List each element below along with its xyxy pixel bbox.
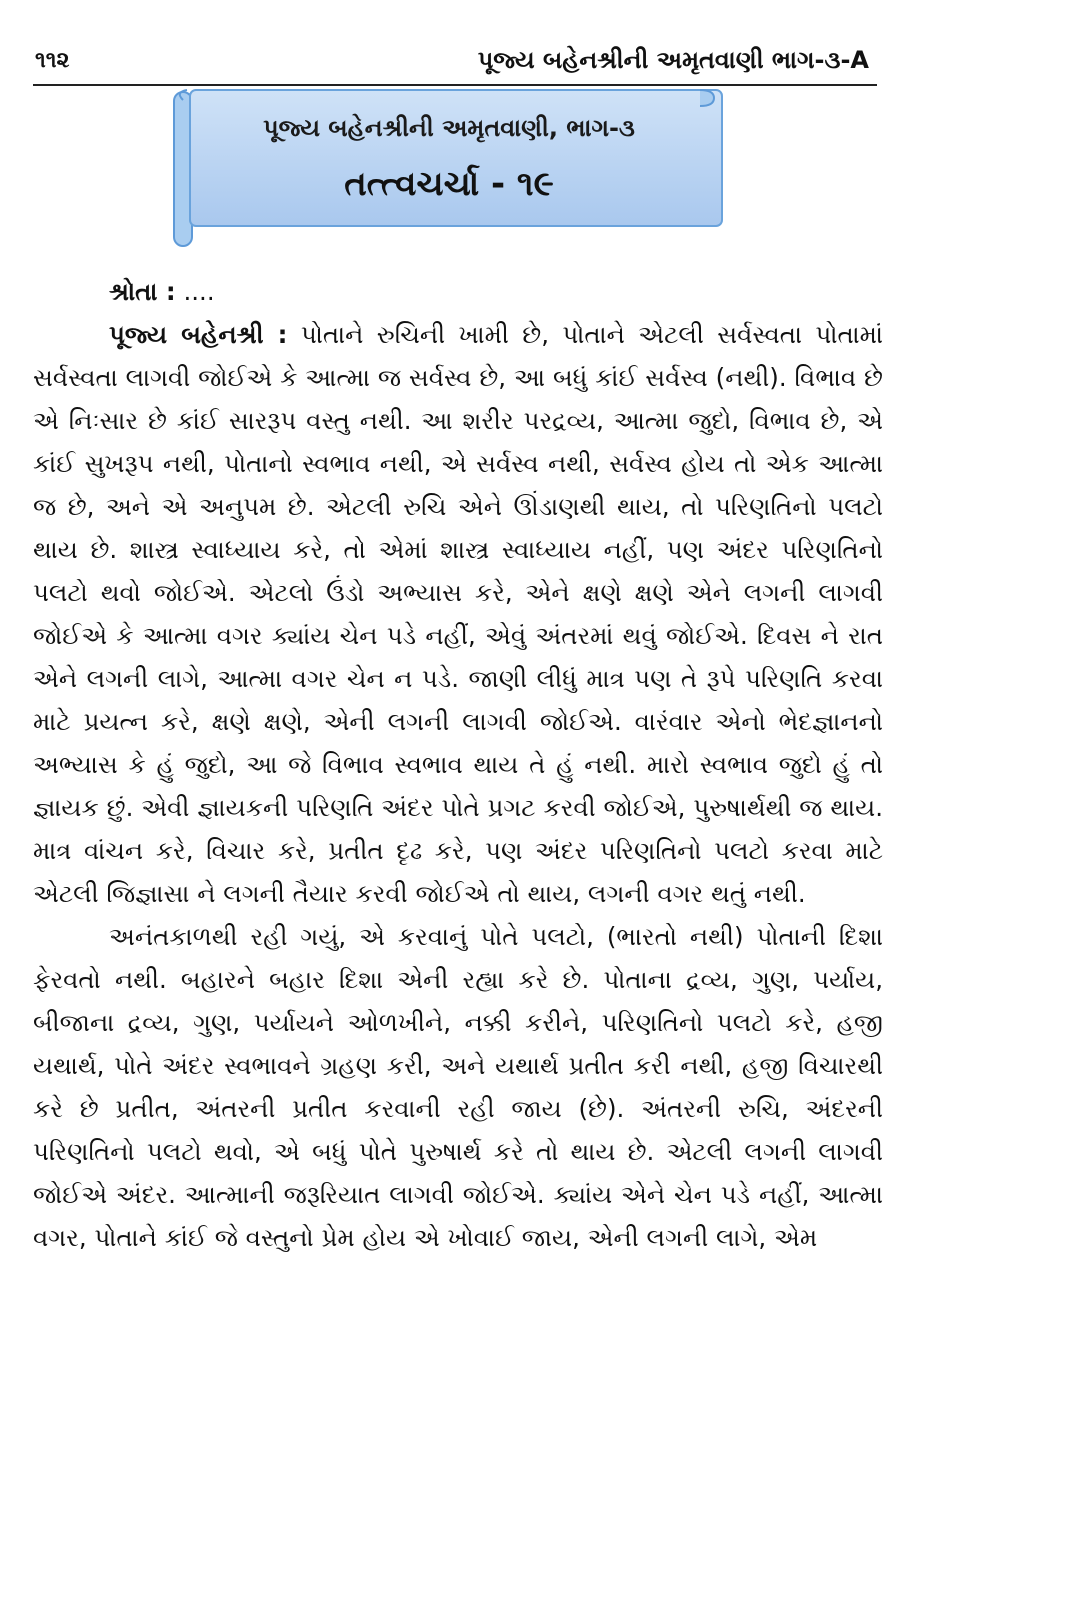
page-number: ૧૧૨ xyxy=(35,48,70,73)
listener-text: .... xyxy=(183,277,215,306)
continuation-paragraph xyxy=(33,915,883,1259)
listener-label: શ્રોતા : xyxy=(109,277,176,306)
page-header xyxy=(33,40,877,86)
paragraph-text: અનંતકાળથી રહી ગયું, એ કરવાનું પોતે પલટો, (ભારતો નથી) પોતાની દિશા ફેરવતો નથી. બહારને બહાર દિશા એની રહ્યા કરે છે. પોતાના દ્રવ્ય, ગુણ, પર્યાય, બીજાના દ્રવ્ય, ગુણ, પર્યાયને ઓળખીને, નક્કી કરીને, પરિણતિનો પલટો કરે, હજી યથાર્થ, પોતે અંદર સ્વભાવને ગ્રહણ કરી, અને યથાર્થ પ્રતીત કરી નથી, હજી વિચારથી કરે છે પ્રતીત, અંતરની પ્રતીત કરવાની રહી જાય (છે). અંતરની રુચિ, અંદરની પરિણતિનો પલટો થવો, એ બધું પોતે પુરુષાર્થ કરે તો થાય છે. એટલી લગની લાગવી જોઈએ અંદર. આત્માની જરૂરિયાત લાગવી જોઈએ. ક્યાંય એને ચેન પડે નહીં, આત્મા વગર, પોતાને કાંઈ જે વસ્તુનો પ્રેમ હોય એ ખોવાઈ જાય, એની લગની લાગે, એમ xyxy=(33,922,883,1252)
speaker-label: પૂજ્ય બહેનશ્રી : xyxy=(109,320,288,349)
listener-paragraph xyxy=(33,270,883,313)
paragraph-text: પોતાને રુચિની ખામી છે, પોતાને એટલી સર્વસ્વતા પોતામાં સર્વસ્વતા લાગવી જોઈએ કે આત્મા જ સર્વસ્વ છે, આ બધું કાંઈ સર્વસ્વ (નથી). વિભાવ છે એ નિઃસાર છે કાંઈ સારરૂપ વસ્તુ નથી. આ શરીર પરદ્રવ્ય, આત્મા જુદો, વિભાવ છે, એ કાંઈ સુખરૂપ નથી, પોતાનો સ્વભાવ નથી, એ સર્વસ્વ નથી, સર્વસ્વ હોય તો એક આત્મા જ છે, અને એ અનુપમ છે. એટલી રુચિ એને ઊંડાણથી થાય, તો પરિણતિનો પલટો થાય છે. શાસ્ત્ર સ્વાધ્યાય કરે, તો એમાં શાસ્ત્ર સ્વાધ્યાય નહીં, પણ અંદર પરિણતિનો પલટો થવો જોઈએ. એટલો ઉંડો અભ્યાસ કરે, એને ક્ષણે ક્ષણે એને લગની લાગવી જોઈએ કે આત્મા વગર ક્યાંય ચેન પડે નહીં, એવું અંતરમાં થવું જોઈએ. દિવસ ને રાત એને લગની લાગે, આત્મા વગર ચેન ન પડે. જાણી લીધું માત્ર પણ તે રૂપે પરિણતિ કરવા માટે પ્રયત્ન કરે, ક્ષણે ક્ષણે, એની લગની લાગવી જોઈએ. વારંવાર એનો ભેદજ્ઞાનનો અભ્યાસ કે હું જુદો, આ જે વિભાવ સ્વભાવ થાય તે હું નથી. મારો સ્વભાવ જુદો હું તો જ્ઞાયક છું. એવી જ્ઞાયકની પરિણતિ અંદર પોતે પ્રગટ કરવી જોઈએ, પુરુષાર્થથી જ થાય. માત્ર વાંચન કરે, વિચાર કરે, પ્રતીત દૃઢ કરે, પણ અંદર પરિણતિનો પલટો કરવા માટે એટલી જિજ્ઞાસા ને લગની તૈયાર કરવી જોઈએ તો થાય, લગની વગર થતું નથી. xyxy=(33,320,883,908)
banner-chapter-title: તત્ત્વચર્ચા - ૧૯ xyxy=(344,164,554,204)
speaker-paragraph xyxy=(33,313,883,915)
banner-series-title: પૂજ્ય બહેનશ્રીની અમૃતવાણી, ભાગ-૩ xyxy=(263,114,635,142)
page-body xyxy=(33,270,883,1259)
running-title: પૂજ્ય બહેનશ્રીની અમૃતવાણી ભાગ-૩-A xyxy=(477,46,869,74)
chapter-scroll-banner xyxy=(172,86,726,248)
